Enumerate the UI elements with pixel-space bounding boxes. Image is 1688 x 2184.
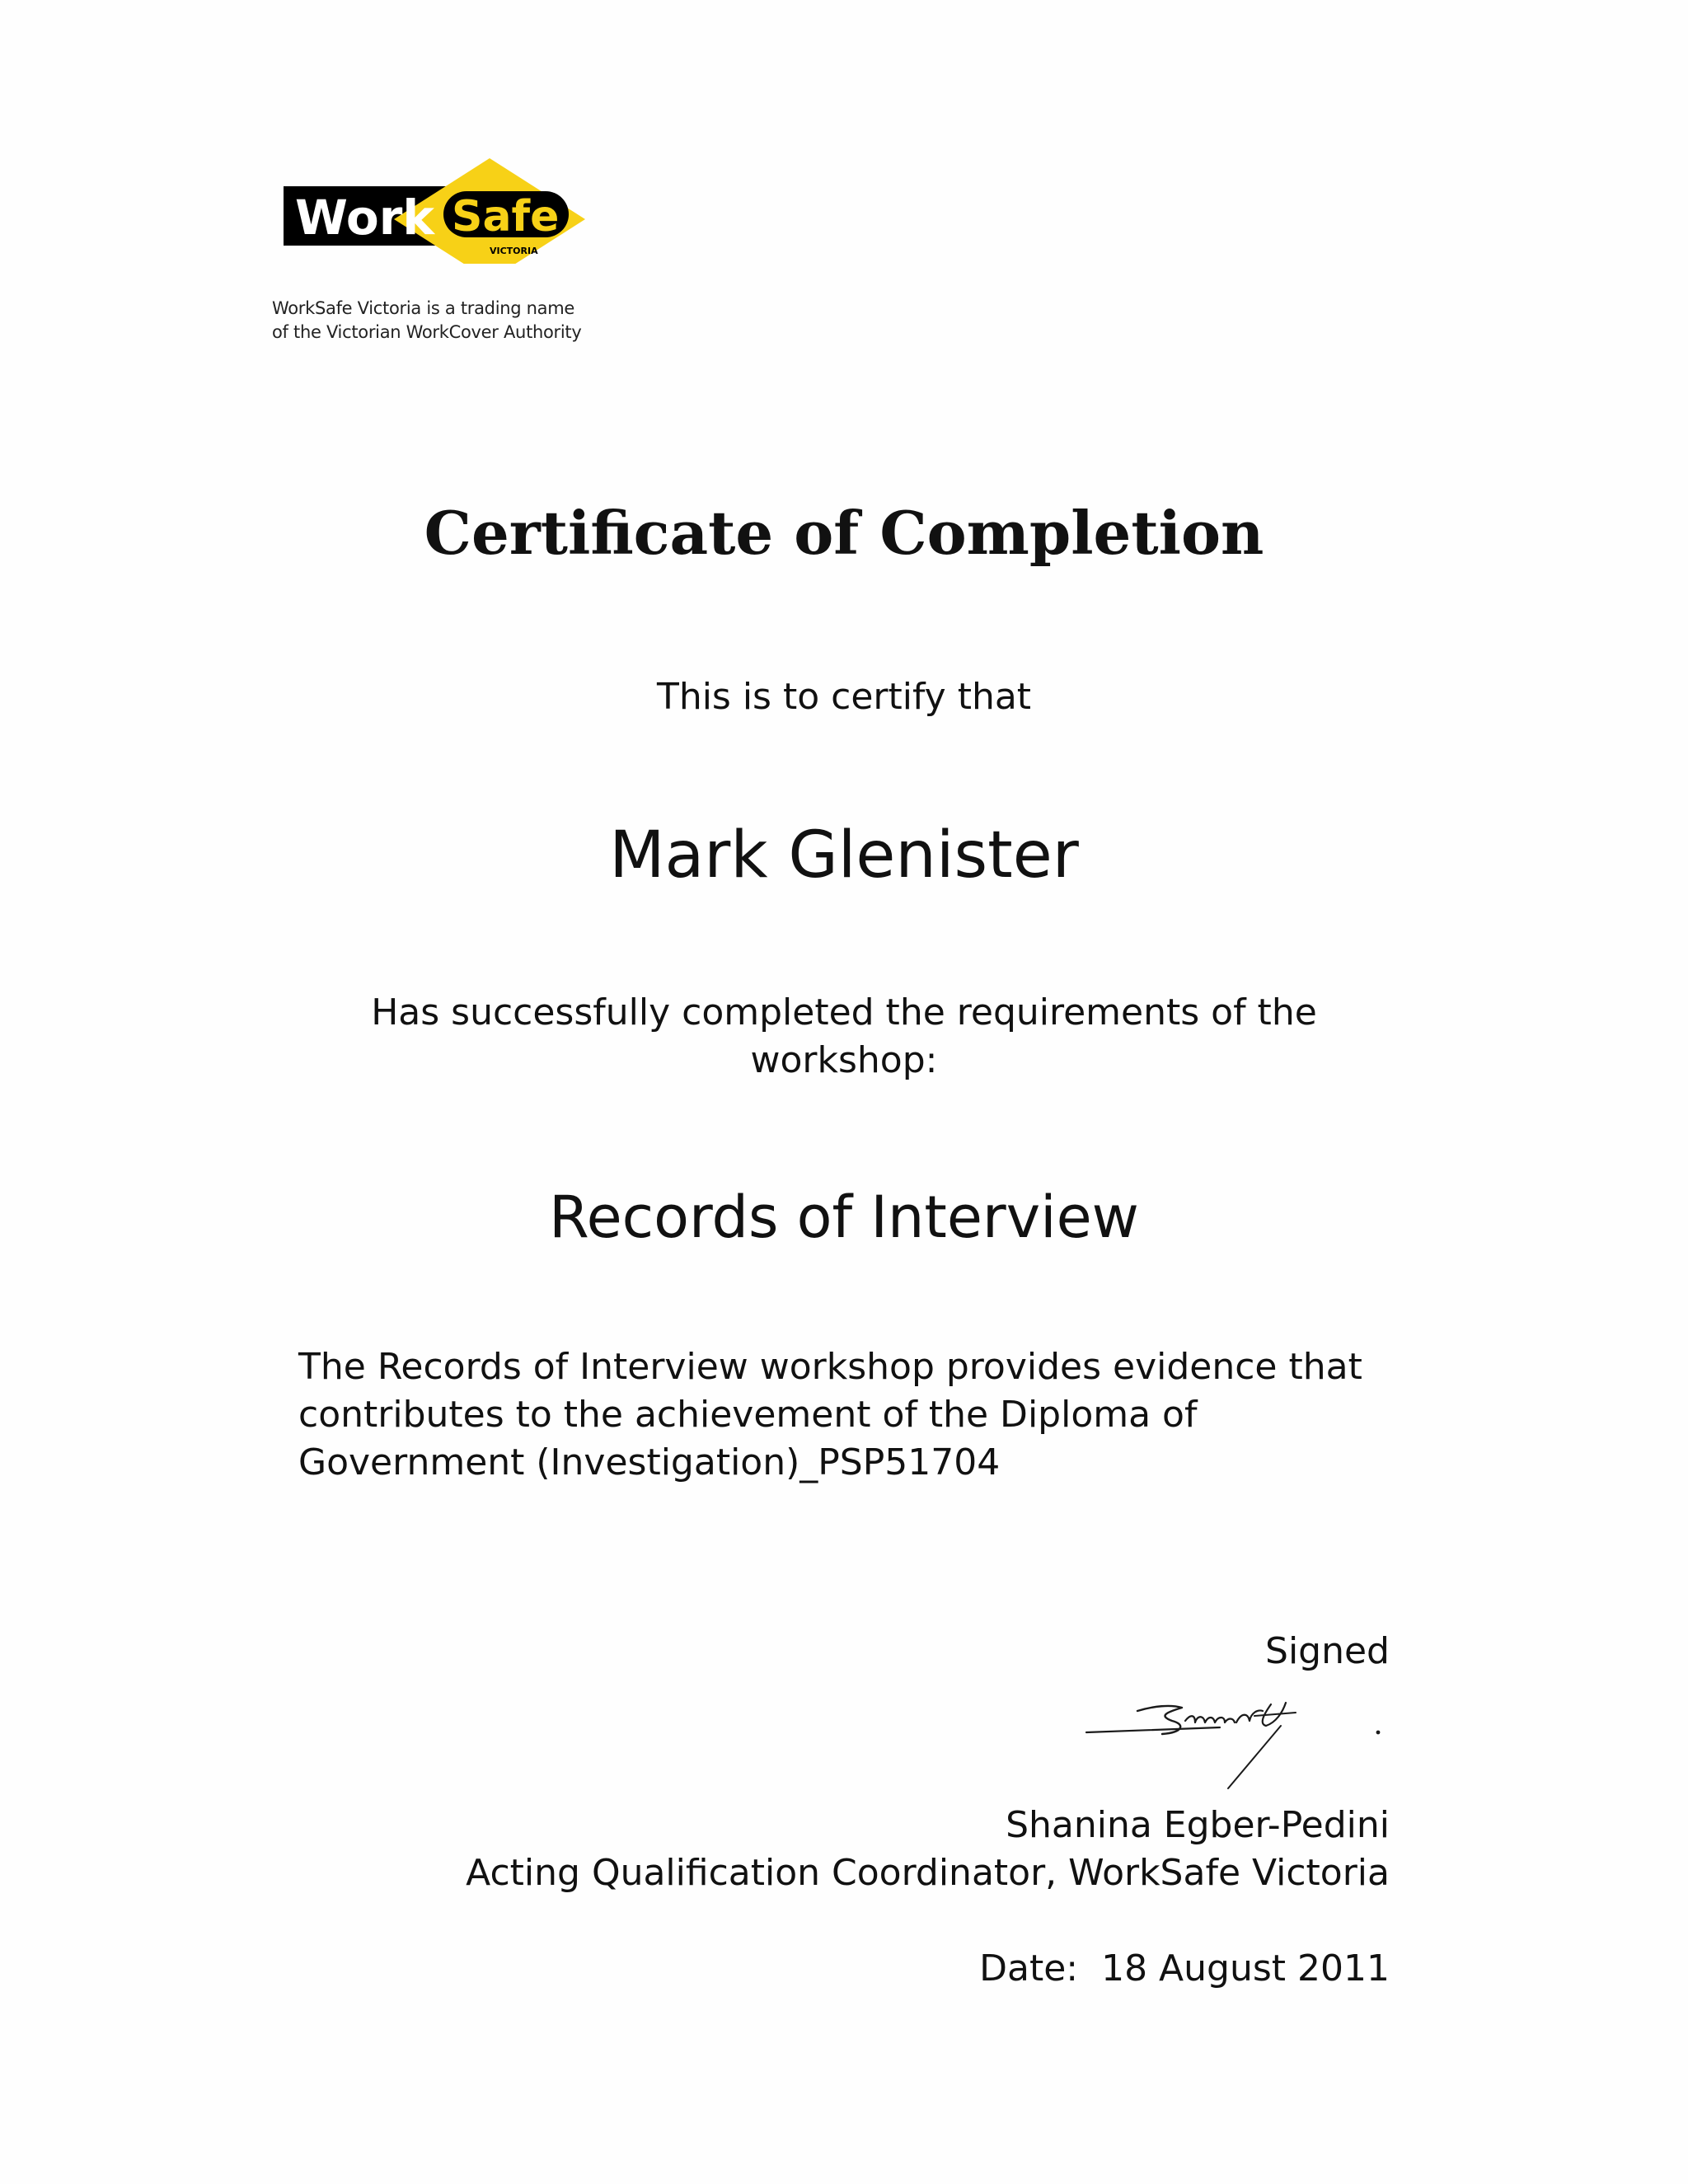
certificate-title: Certificate of Completion [424,498,1264,568]
logo-word-work: Work [295,190,434,246]
completed-text: Has successfully completed the requirements of the workshop: [371,991,1317,1081]
workshop-name: Records of Interview [549,1183,1139,1251]
logo-word-safe: Safe [452,192,560,241]
worksafe-logo [279,153,592,264]
handwritten-signature [1080,1673,1393,1797]
signer-role: Acting Qualification Coordinator, WorkSafe Victoria [466,1852,1390,1894]
logo-sub-brand: VICTORIA [490,246,538,256]
signer-name: Shanina Egber-Pedini [1006,1804,1390,1846]
signed-label: Signed [1265,1630,1390,1672]
logo-tagline-line2: of the Victorian WorkCover Authority [272,322,582,342]
logo-tagline-line1: WorkSafe Victoria is a trading name [272,298,575,318]
date-label: Date: [979,1947,1079,1990]
recipient-name: Mark Glenister [609,818,1079,893]
logo-tagline [272,297,643,344]
date-line [979,1945,1390,1993]
date-value: 18 August 2011 [1101,1947,1390,1990]
certify-text: This is to certify that [656,676,1032,718]
workshop-description: The Records of Interview workshop provides evidence that contributes to the achievement of the Diploma of Government (Investigation)_PSP51704 [298,1346,1362,1483]
